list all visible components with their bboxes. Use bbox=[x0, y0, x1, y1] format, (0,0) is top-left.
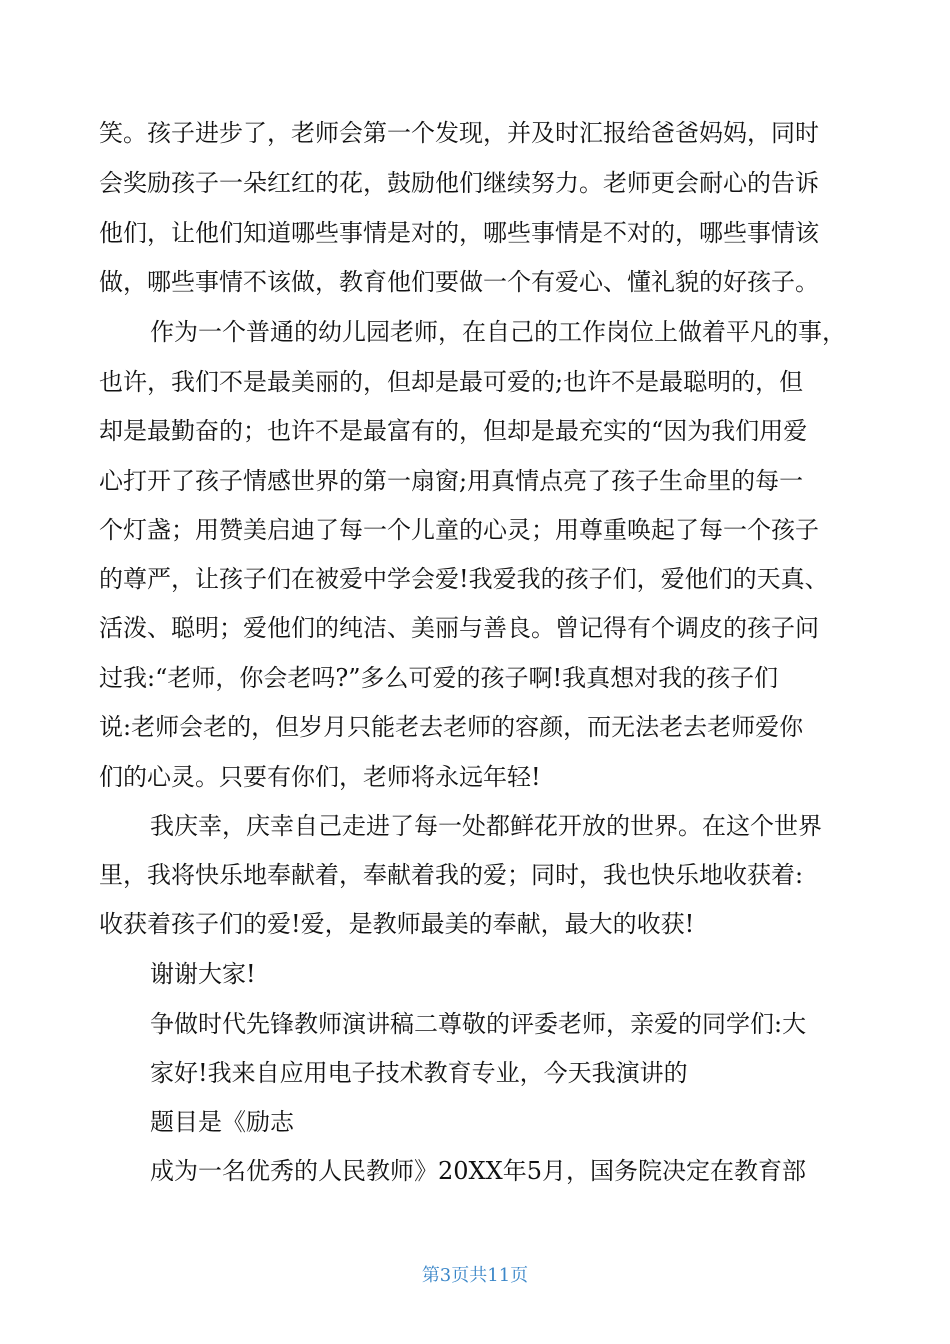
text-line: 家好!我来自应用电子技术教育专业，今天我演讲的 bbox=[150, 1059, 688, 1087]
text-line: 说:老师会老的，但岁月只能老去老师的容颜，而无法老去老师爱你 bbox=[99, 713, 804, 741]
text-line: 却是最勤奋的；也许不是最富有的，但却是最充实的“因为我们用爱 bbox=[99, 417, 808, 445]
text-line: 们的心灵。只要有你们，老师将永远年轻! bbox=[99, 763, 541, 791]
page-number-footer: 第3页共11页 bbox=[421, 1265, 529, 1286]
paragraph-start-line: 争做时代先锋教师演讲稿二尊敬的评委老师，亲爱的同学们:大 bbox=[150, 1010, 807, 1038]
text-line: 活泼、聪明；爱他们的纯洁、美丽与善良。曾记得有个调皮的孩子问 bbox=[99, 614, 819, 642]
text-line: 也许，我们不是最美丽的，但却是最可爱的;也许不是最聪明的，但 bbox=[99, 368, 804, 396]
text-line: 收获着孩子们的爱!爱，是教师最美的奉献，最大的收获! bbox=[99, 910, 695, 938]
text-line: 成为一名优秀的人民教师》20XX年5月，国务院决定在教育部 bbox=[150, 1157, 806, 1185]
text-line: 他们，让他们知道哪些事情是对的，哪些事情是不对的，哪些事情该 bbox=[99, 219, 819, 247]
paragraph-start-line: 作为一个普通的幼儿园老师，在自己的工作岗位上做着平凡的事， bbox=[150, 318, 846, 346]
text-line: 笑。孩子进步了，老师会第一个发现，并及时汇报给爸爸妈妈，同时 bbox=[99, 119, 819, 147]
text-line: 会奖励孩子一朵红红的花，鼓励他们继续努力。老师更会耐心的告诉 bbox=[99, 169, 819, 197]
text-line: 的尊严，让孩子们在被爱中学会爱!我爱我的孩子们，爱他们的天真、 bbox=[99, 565, 829, 593]
text-line: 心打开了孩子情感世界的第一扇窗;用真情点亮了孩子生命里的每一 bbox=[99, 467, 804, 495]
text-line: 题目是《励志 bbox=[150, 1108, 294, 1136]
text-line: 里，我将快乐地奉献着，奉献着我的爱；同时，我也快乐地收获着: bbox=[99, 861, 804, 889]
paragraph-start-line: 我庆幸，庆幸自己走进了每一处都鲜花开放的世界。在这个世界 bbox=[150, 812, 822, 840]
text-line: 过我:“老师，你会老吗?”多么可爱的孩子啊!我真想对我的孩子们 bbox=[99, 664, 779, 692]
paragraph-start-line: 谢谢大家! bbox=[150, 960, 256, 988]
text-line: 个灯盏；用赞美启迪了每一个儿童的心灵；用尊重唤起了每一个孩子 bbox=[99, 516, 819, 544]
text-line: 做，哪些事情不该做，教育他们要做一个有爱心、懂礼貌的好孩子。 bbox=[99, 268, 819, 296]
